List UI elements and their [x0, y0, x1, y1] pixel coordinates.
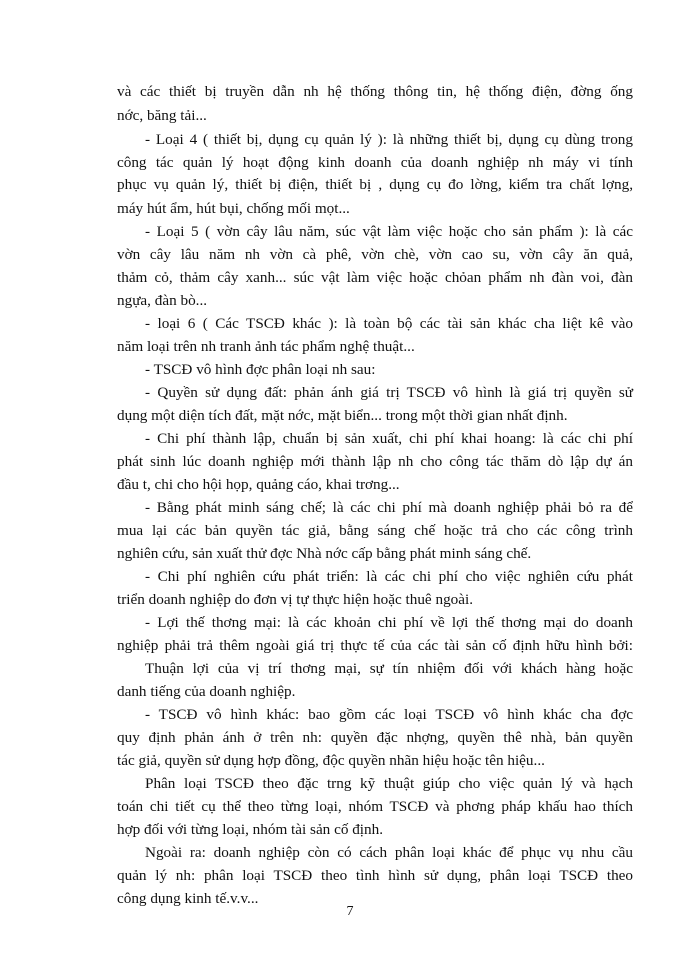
text-line: và các thiết bị truyền dẫn nh hệ thống thông tin, hệ thống điện, đờng ống: [117, 83, 633, 100]
text-line: nghiệp phải trả thêm ngoài giá trị thực tế của các tài sản cố định hữu hình bởi:: [117, 637, 633, 654]
text-line: - Chi phí nghiên cứu phát triển: là các chi phí cho việc nghiên cứu phát: [145, 568, 633, 585]
text-line: - loại 6 ( Các TSCĐ khác ): là toàn bộ các tài sản khác cha liệt kê vào: [145, 315, 633, 332]
text-line: Thuận lợi của vị trí thơng mại, sự tín nhiệm đối với khách hàng hoặc: [145, 660, 633, 677]
text-line: - Bằng phát minh sáng chế; là các chi phí mà doanh nghiệp phải bỏ ra để: [145, 499, 633, 516]
text-line: phục vụ quản lý, thiết bị điện, thiết bị , dụng cụ đo lờng, kiểm tra chất lợng,: [117, 176, 633, 193]
text-line: - TSCĐ vô hình khác: bao gồm các loại TSCĐ vô hình khác cha đợc: [145, 706, 633, 723]
text-line: - Loại 5 ( vờn cây lâu năm, súc vật làm việc hoặc cho sản phẩm ): là các: [145, 223, 633, 240]
text-line: - Quyền sử dụng đất: phản ánh giá trị TSCĐ vô hình là giá trị quyền sử: [145, 384, 633, 401]
text-line: nghiên cứu, sản xuất thử đợc Nhà nớc cấp bằng phát minh sáng chế.: [117, 545, 532, 562]
text-line: phát sinh lúc doanh nghiệp mới thành lập nh cho công tác thăm dò lập dự án: [117, 453, 633, 470]
page-number: 7: [346, 904, 354, 919]
text-line: - Chi phí thành lập, chuẩn bị sản xuất, chi phí khai hoang: là các chi phí: [145, 430, 633, 447]
text-line: - Loại 4 ( thiết bị, dụng cụ quản lý ): là những thiết bị, dụng cụ dùng trong: [145, 131, 633, 148]
text-line: vờn cây lâu năm nh vờn cà phê, vờn chè, vờn cao su, vờn cây ăn quả,: [117, 246, 633, 263]
text-line: - Lợi thế thơng mại: là các khoản chi phí về lợi thế thơng mại do doanh: [145, 614, 633, 631]
text-line: - TSCĐ vô hình đợc phân loại nh sau:: [145, 361, 376, 378]
text-line: ngựa, đàn bò...: [117, 292, 208, 309]
text-line: mua lại các bản quyền tác giả, bằng sáng chế hoặc trả cho các công trình: [117, 522, 633, 539]
text-line: dụng một diện tích đất, mặt nớc, mặt biển... trong một thời gian nhất định.: [117, 407, 568, 424]
text-line: Ngoài ra: doanh nghiệp còn có cách phân loại khác để phục vụ nhu cầu: [145, 844, 633, 861]
text-line: hợp đối với từng loại, nhóm tài sản cố định.: [117, 821, 384, 838]
text-line: triển doanh nghiệp do đơn vị tự thực hiện hoặc thuê ngoài.: [117, 591, 474, 608]
text-line: quản lý nh: phân loại TSCĐ theo tình hình sử dụng, phân loại TSCĐ theo: [117, 867, 633, 884]
text-line: tác giả, quyền sử dụng hợp đồng, độc quyền nhãn hiệu hoặc tên hiệu...: [117, 752, 545, 769]
text-line: năm loại trên nh tranh ảnh tác phẩm nghệ thuật...: [117, 338, 415, 355]
text-line: đầu t, chi cho hội họp, quảng cáo, khai trơng...: [117, 476, 400, 493]
text-line: Phân loại TSCĐ theo đặc trng kỹ thuật giúp cho việc quản lý và hạch: [145, 775, 633, 792]
text-line: thảm cỏ, thảm cây xanh... súc vật làm việc hoặc chỏan phẩm nh đàn voi, đàn: [117, 269, 633, 286]
text-line: nớc, băng tải...: [117, 107, 207, 124]
text-line: toán chi tiết cụ thể theo từng loại, nhóm TSCĐ và phơng pháp khấu hao thích: [117, 798, 633, 815]
text-line: quy định phản ánh ở trên nh: quyền đặc nhợng, quyền thê nhà, bản quyền: [117, 729, 633, 746]
text-line: công tác quản lý hoạt động kinh doanh của doanh nghiệp nh máy vi tính: [117, 154, 633, 171]
text-line: máy hút ẩm, hút bụi, chống mối mọt...: [117, 200, 350, 217]
text-line: danh tiếng của doanh nghiệp.: [117, 683, 296, 700]
text-line: công dụng kinh tế.v.v...: [117, 890, 259, 907]
